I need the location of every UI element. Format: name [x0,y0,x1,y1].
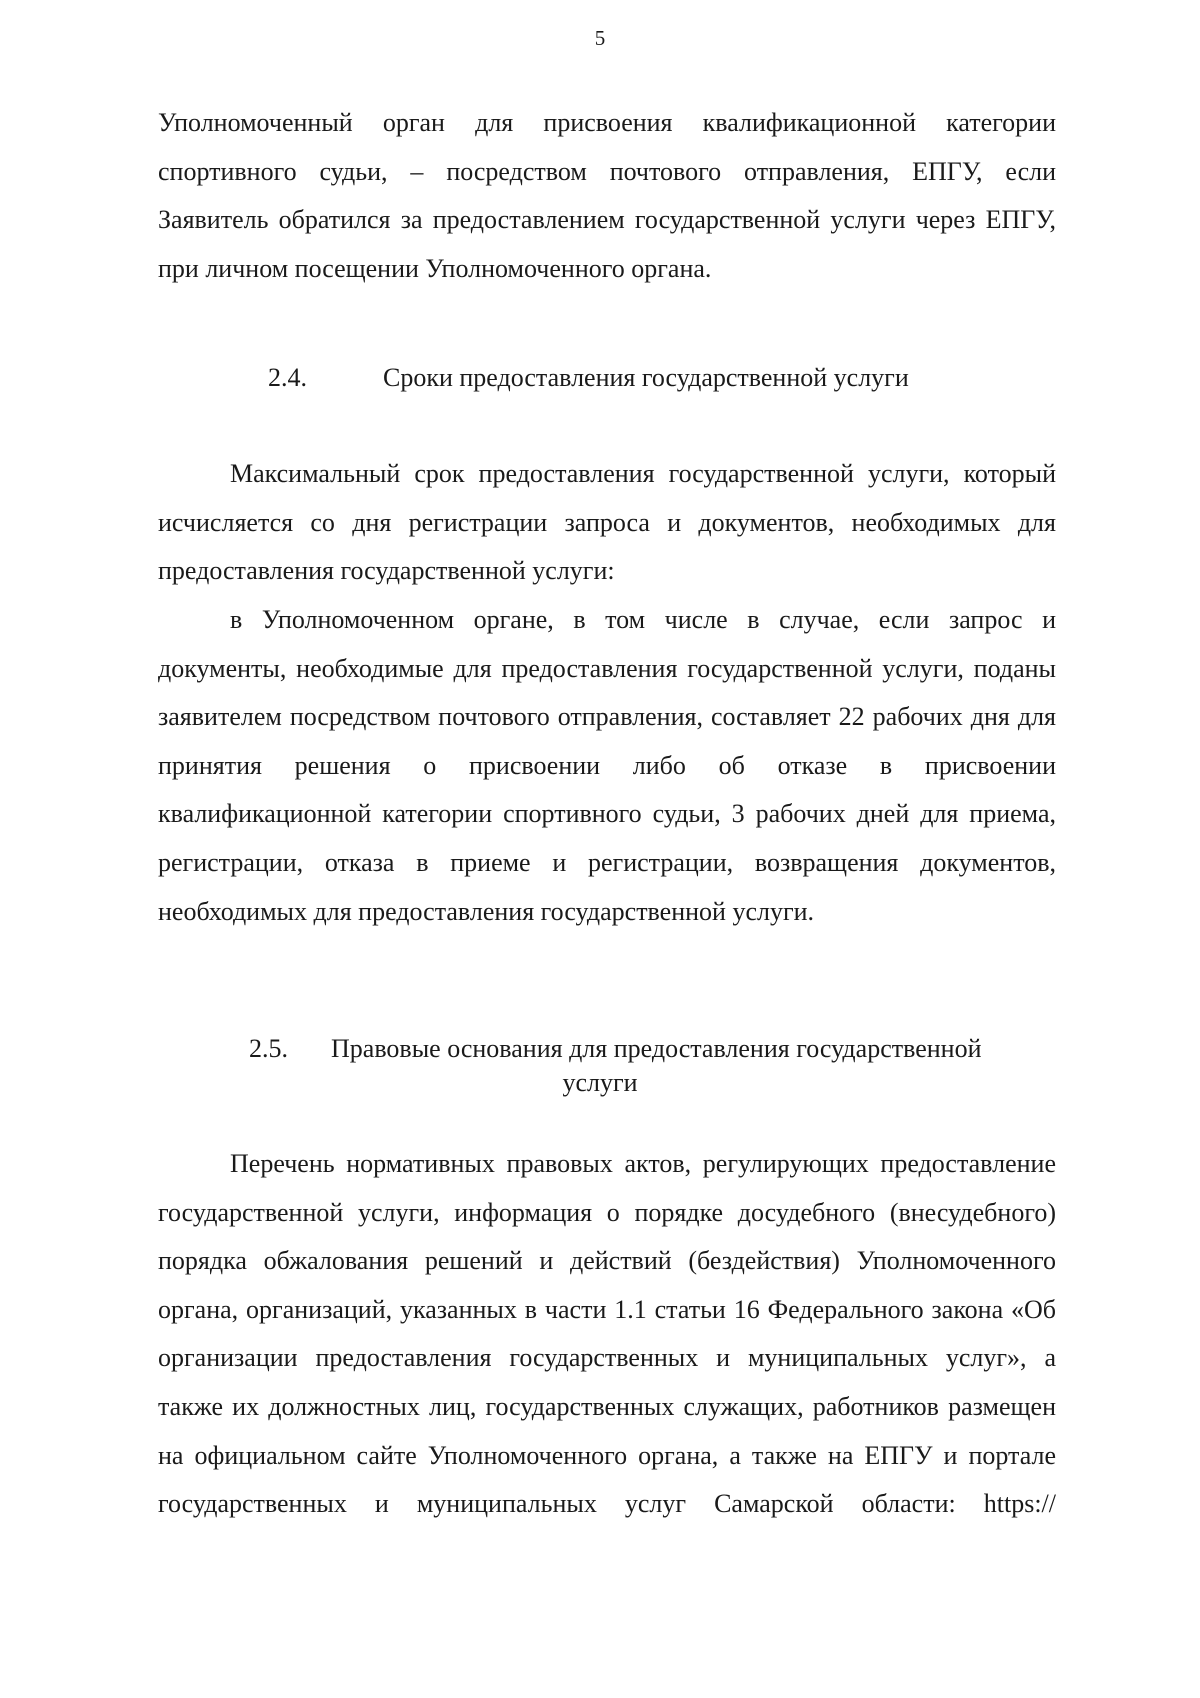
paragraph-max-term: Максимальный срок предоставления государственной услуги, который исчисляется со дня регистрации запроса и документов, необходимых для предоставления государственной услуги: [158,459,1056,586]
section-title: Сроки предоставления государственной услуги [383,363,909,392]
paragraph-intro: Уполномоченный орган для присвоения квалификационной категории спортивного судьи, – посредством почтового отправления, ЕПГУ, если Заявитель обратился за предоставлением государственной услуги через ЕПГУ, при личном посещении Уполномоченного органа. [158,108,1056,283]
page-number: 5 [594,26,606,50]
section-title-line-1: Правовые основания для предоставления государственной [331,1034,982,1063]
paragraph-legal-acts: Перечень нормативных правовых актов, регулирующих предоставление государственной услуги, информация о порядке досудебного (внесудебного) порядка обжалования решений и действий (бездействия) Уполномоченного органа, организаций, указанных в части 1.1 статьи 16 Федерального закона «Об организации предоставления государственных и муниципальных услуг», а также их должностных лиц, государственных служащих, работников размещен на официальном сайте Уполномоченного органа, а также на ЕПГУ и портале государственных и муниципальных услуг Самарской области: https:// [158,1149,1056,1519]
section-number: 2.4. [268,363,307,392]
paragraph-authority-term: в Уполномоченном органе, в том числе в случае, если запрос и документы, необходимые для предоставления государственной услуги, поданы заявителем посредством почтового отправления, составляет 22 рабочих дня для принятия решения о присвоении либо об отказе в присвоении квалификационной категории спортивного судьи, 3 рабочих дней для приема, регистрации, отказа в приеме и регистрации, возвращения документов, необходимых для предоставления государственной услуги. [158,605,1056,926]
section-heading-2-4 [0,361,1200,394]
section-number: 2.5. [249,1034,288,1063]
section-title-line-2: услуги [562,1068,638,1097]
section-heading-2-5 [0,1032,1200,1102]
